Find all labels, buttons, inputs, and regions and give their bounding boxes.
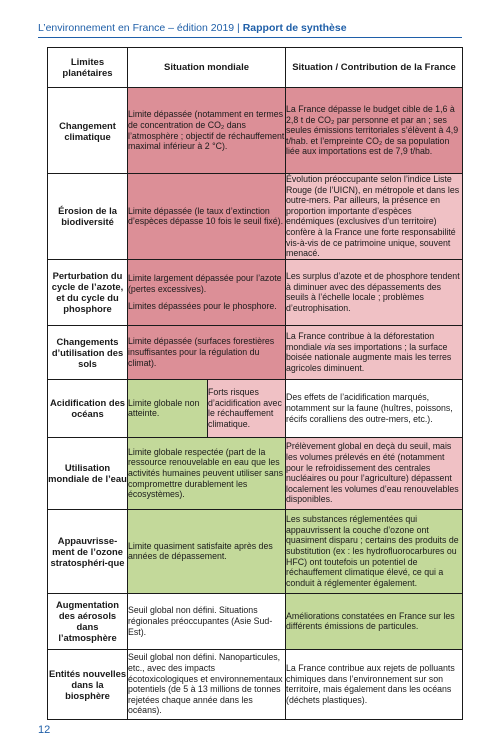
col-header-limits: Limites planétaires bbox=[48, 48, 128, 88]
table-row bbox=[48, 437, 463, 509]
header-title: L’environnement en France bbox=[38, 22, 166, 34]
france-cell: Les substances réglementées qui appauvrissent la couche d’ozone ont quasiment disparu ; certains des produits de substitution (ex : les hydrofluorocarbures ou HFC) ont toutefois un potentiel de réchauffement climatique élevé, ce qui a conduit à réglementer également. bbox=[286, 509, 463, 593]
world-cell: Limite dépassée (le taux d’extinction d’espèces dépasse 10 fois le seuil fixé). bbox=[128, 174, 286, 260]
row-label: Érosion de la biodiversité bbox=[48, 174, 128, 260]
france-cell: Prélèvement global en deçà du seuil, mais les volumes prélevés en été (notamment pour le refroidissement des centrales nucléaires ou pour l’agriculture) dépassent localement les volumes d’eau renouvelables disponibles. bbox=[286, 437, 463, 509]
col-header-france: Situation / Contribution de la France bbox=[286, 48, 463, 88]
table-row bbox=[48, 174, 463, 260]
world-cell: Seuil global non défini. Nanoparticules, etc., avec des impacts écotoxicologiques et environnementaux potentiels (de 5 à 13 millions de tonnes rejetées chaque année dans les océans). bbox=[128, 649, 286, 719]
page-header bbox=[38, 22, 462, 35]
header-rule bbox=[38, 37, 462, 38]
world-cell-current: Limite globale non atteinte. bbox=[128, 379, 208, 437]
table-header-row bbox=[48, 48, 463, 88]
france-cell: Évolution préoccupante selon l’indice Liste Rouge (de l’UICN), en métropole et dans les outre-mers. Par ailleurs, la présence en proportion importante d’espèces endémiques (exclusives d’un territoire) confère à la France une forte responsabilité vis-à-vis de ce patrimoine unique, souvent menacé. bbox=[286, 174, 463, 260]
france-cell: Les surplus d’azote et de phosphore tendent à diminuer avec des dépassements des seuils à l’échelle locale ; problèmes d’eutrophisation. bbox=[286, 259, 463, 325]
row-label: Appauvrisse-ment de l’ozone stratosphéri-que bbox=[48, 509, 128, 593]
row-label: Utilisation mondiale de l’eau bbox=[48, 437, 128, 509]
france-cell: Des effets de l’acidification marqués, notamment sur la faune (huîtres, poissons, récifs coralliens des outre-mers, etc.). bbox=[286, 379, 463, 437]
table-row bbox=[48, 259, 463, 325]
row-label: Augmentation des aérosols dans l’atmosphère bbox=[48, 593, 128, 649]
world-cell: Limite globale respectée (part de la ressource renouvelable en eau que les activités humaines peuvent utiliser sans compromettre durablement les écosystèmes). bbox=[128, 437, 286, 509]
world-cell: Limite largement dépassée pour l’azote (pertes excessives). Limites dépassées pour le phosphore. bbox=[128, 259, 286, 325]
header-report: Rapport de synthèse bbox=[242, 22, 347, 34]
row-label: Changement climatique bbox=[48, 88, 128, 174]
table-row bbox=[48, 325, 463, 379]
world-cell: Seuil global non défini. Situations régionales préoccupantes (Asie Sud-Est). bbox=[128, 593, 286, 649]
row-label: Perturbation du cycle de l’azote, et du cycle du phosphore bbox=[48, 259, 128, 325]
header-edition: – édition 2019 | bbox=[165, 22, 243, 34]
row-label: Changements d’utilisation des sols bbox=[48, 325, 128, 379]
table-row bbox=[48, 379, 463, 437]
row-label: Entités nouvelles dans la biosphère bbox=[48, 649, 128, 719]
world-cell: Limite quasiment satisfaite après des années de dépassement. bbox=[128, 509, 286, 593]
france-cell: La France dépasse le budget cible de 1,6 à 2,8 t de CO₂ par personne et par an ; ses seules émissions territoriales s’élèvent à 4,9 t/hab. et l’empreinte CO₂ de sa population liée aux importations est de 7,9 t/hab. bbox=[286, 88, 463, 174]
world-cell: Limite dépassée (surfaces forestières insuffisantes pour la régulation du climat). bbox=[128, 325, 286, 379]
france-cell: Améliorations constatées en France sur les différents émissions de particules. bbox=[286, 593, 463, 649]
col-header-world: Situation mondiale bbox=[128, 48, 286, 88]
world-cell: Limite dépassée (notamment en termes de concentration de CO₂ dans l’atmosphère ; objectif de réchauffement maximal inférieur à 2 °C). bbox=[128, 88, 286, 174]
france-cell: La France contribue à la déforestation mondiale via ses importations ; la surface boisée nationale augmente mais les terres agricoles diminuent. bbox=[286, 325, 463, 379]
planetary-limits-table bbox=[47, 47, 463, 720]
table-row bbox=[48, 509, 463, 593]
france-cell: La France contribue aux rejets de polluants chimiques dans l’environnement sur son territoire, mais également dans les océans (déchets plastiques). bbox=[286, 649, 463, 719]
table-row bbox=[48, 649, 463, 719]
world-cell-risk: Forts risques d’acidification avec le réchauffement climatique. bbox=[208, 379, 286, 437]
row-label: Acidification des océans bbox=[48, 379, 128, 437]
page-number: 12 bbox=[38, 724, 51, 736]
table-row bbox=[48, 88, 463, 174]
table-row bbox=[48, 593, 463, 649]
